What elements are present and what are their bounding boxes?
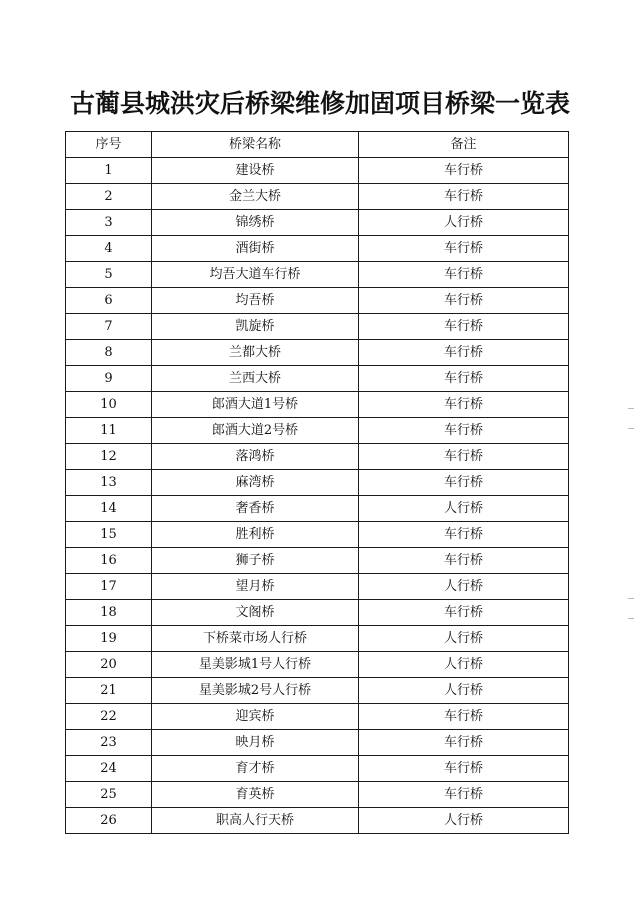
remarks-cell: 车行桥	[359, 444, 569, 470]
bridge-name-cell: 映月桥	[152, 730, 359, 756]
serial-number-cell: 15	[66, 522, 152, 548]
serial-number-cell: 21	[66, 678, 152, 704]
remarks-cell: 车行桥	[359, 392, 569, 418]
bridge-name-cell: 兰西大桥	[152, 366, 359, 392]
table-row	[66, 366, 569, 392]
remarks-cell: 车行桥	[359, 704, 569, 730]
bridge-name-cell: 望月桥	[152, 574, 359, 600]
table-row	[66, 288, 569, 314]
table-row	[66, 314, 569, 340]
serial-number-cell: 22	[66, 704, 152, 730]
table-row	[66, 756, 569, 782]
remarks-cell: 车行桥	[359, 756, 569, 782]
remarks-cell: 车行桥	[359, 340, 569, 366]
remarks-cell: 人行桥	[359, 626, 569, 652]
table-row	[66, 158, 569, 184]
remarks-cell: 车行桥	[359, 782, 569, 808]
serial-number-cell: 6	[66, 288, 152, 314]
column-header-remarks: 备注	[359, 132, 569, 158]
table-row	[66, 522, 569, 548]
bridge-name-cell: 迎宾桥	[152, 704, 359, 730]
scan-mark	[628, 598, 634, 599]
remarks-cell: 车行桥	[359, 522, 569, 548]
table-row	[66, 184, 569, 210]
scan-mark	[628, 428, 634, 429]
serial-number-cell: 3	[66, 210, 152, 236]
table-row	[66, 704, 569, 730]
serial-number-cell: 13	[66, 470, 152, 496]
remarks-cell: 人行桥	[359, 496, 569, 522]
serial-number-cell: 18	[66, 600, 152, 626]
remarks-cell: 车行桥	[359, 158, 569, 184]
table-row	[66, 262, 569, 288]
table-header-row	[66, 132, 569, 158]
table-row	[66, 392, 569, 418]
bridge-name-cell: 锦绣桥	[152, 210, 359, 236]
bridge-name-cell: 育英桥	[152, 782, 359, 808]
serial-number-cell: 19	[66, 626, 152, 652]
serial-number-cell: 9	[66, 366, 152, 392]
serial-number-cell: 20	[66, 652, 152, 678]
bridge-name-cell: 育才桥	[152, 756, 359, 782]
remarks-cell: 车行桥	[359, 262, 569, 288]
serial-number-cell: 25	[66, 782, 152, 808]
bridge-name-cell: 狮子桥	[152, 548, 359, 574]
table-row	[66, 678, 569, 704]
table-row	[66, 444, 569, 470]
serial-number-cell: 26	[66, 808, 152, 834]
remarks-cell: 车行桥	[359, 184, 569, 210]
scan-mark	[628, 408, 634, 409]
remarks-cell: 人行桥	[359, 808, 569, 834]
bridge-name-cell: 星美影城1号人行桥	[152, 652, 359, 678]
table-row	[66, 496, 569, 522]
scan-mark	[628, 618, 634, 619]
serial-number-cell: 1	[66, 158, 152, 184]
bridge-name-cell: 职高人行天桥	[152, 808, 359, 834]
table-row	[66, 626, 569, 652]
bridge-name-cell: 文阁桥	[152, 600, 359, 626]
bridge-name-cell: 落鸿桥	[152, 444, 359, 470]
bridge-name-cell: 麻湾桥	[152, 470, 359, 496]
table-row	[66, 548, 569, 574]
serial-number-cell: 17	[66, 574, 152, 600]
serial-number-cell: 10	[66, 392, 152, 418]
table-row	[66, 574, 569, 600]
bridge-name-cell: 酒街桥	[152, 236, 359, 262]
bridge-name-cell: 星美影城2号人行桥	[152, 678, 359, 704]
remarks-cell: 车行桥	[359, 600, 569, 626]
remarks-cell: 人行桥	[359, 652, 569, 678]
column-header-serial-number: 序号	[66, 132, 152, 158]
table-body	[66, 158, 569, 834]
remarks-cell: 人行桥	[359, 574, 569, 600]
serial-number-cell: 8	[66, 340, 152, 366]
serial-number-cell: 24	[66, 756, 152, 782]
table-row	[66, 470, 569, 496]
bridge-name-cell: 金兰大桥	[152, 184, 359, 210]
serial-number-cell: 23	[66, 730, 152, 756]
serial-number-cell: 4	[66, 236, 152, 262]
table-row	[66, 418, 569, 444]
bridge-name-cell: 郎酒大道2号桥	[152, 418, 359, 444]
remarks-cell: 车行桥	[359, 314, 569, 340]
table-row	[66, 808, 569, 834]
remarks-cell: 车行桥	[359, 236, 569, 262]
bridge-name-cell: 均吾桥	[152, 288, 359, 314]
bridge-name-cell: 建设桥	[152, 158, 359, 184]
table-row	[66, 652, 569, 678]
remarks-cell: 车行桥	[359, 366, 569, 392]
remarks-cell: 车行桥	[359, 418, 569, 444]
bridge-list-table	[65, 131, 569, 834]
serial-number-cell: 16	[66, 548, 152, 574]
bridge-name-cell: 均吾大道车行桥	[152, 262, 359, 288]
table-row	[66, 782, 569, 808]
serial-number-cell: 12	[66, 444, 152, 470]
remarks-cell: 车行桥	[359, 548, 569, 574]
remarks-cell: 车行桥	[359, 288, 569, 314]
serial-number-cell: 14	[66, 496, 152, 522]
serial-number-cell: 5	[66, 262, 152, 288]
table-row	[66, 210, 569, 236]
bridge-name-cell: 郎酒大道1号桥	[152, 392, 359, 418]
bridge-name-cell: 胜利桥	[152, 522, 359, 548]
table-row	[66, 600, 569, 626]
bridge-name-cell: 凯旋桥	[152, 314, 359, 340]
remarks-cell: 人行桥	[359, 210, 569, 236]
serial-number-cell: 11	[66, 418, 152, 444]
document-title: 古蔺县城洪灾后桥梁维修加固项目桥梁一览表	[69, 89, 570, 118]
table-row	[66, 340, 569, 366]
serial-number-cell: 2	[66, 184, 152, 210]
remarks-cell: 人行桥	[359, 678, 569, 704]
remarks-cell: 车行桥	[359, 470, 569, 496]
bridge-name-cell: 兰都大桥	[152, 340, 359, 366]
bridge-name-cell: 下桥菜市场人行桥	[152, 626, 359, 652]
bridge-name-cell: 奢香桥	[152, 496, 359, 522]
remarks-cell: 车行桥	[359, 730, 569, 756]
table-row	[66, 730, 569, 756]
serial-number-cell: 7	[66, 314, 152, 340]
column-header-bridge-name: 桥梁名称	[152, 132, 359, 158]
table-row	[66, 236, 569, 262]
